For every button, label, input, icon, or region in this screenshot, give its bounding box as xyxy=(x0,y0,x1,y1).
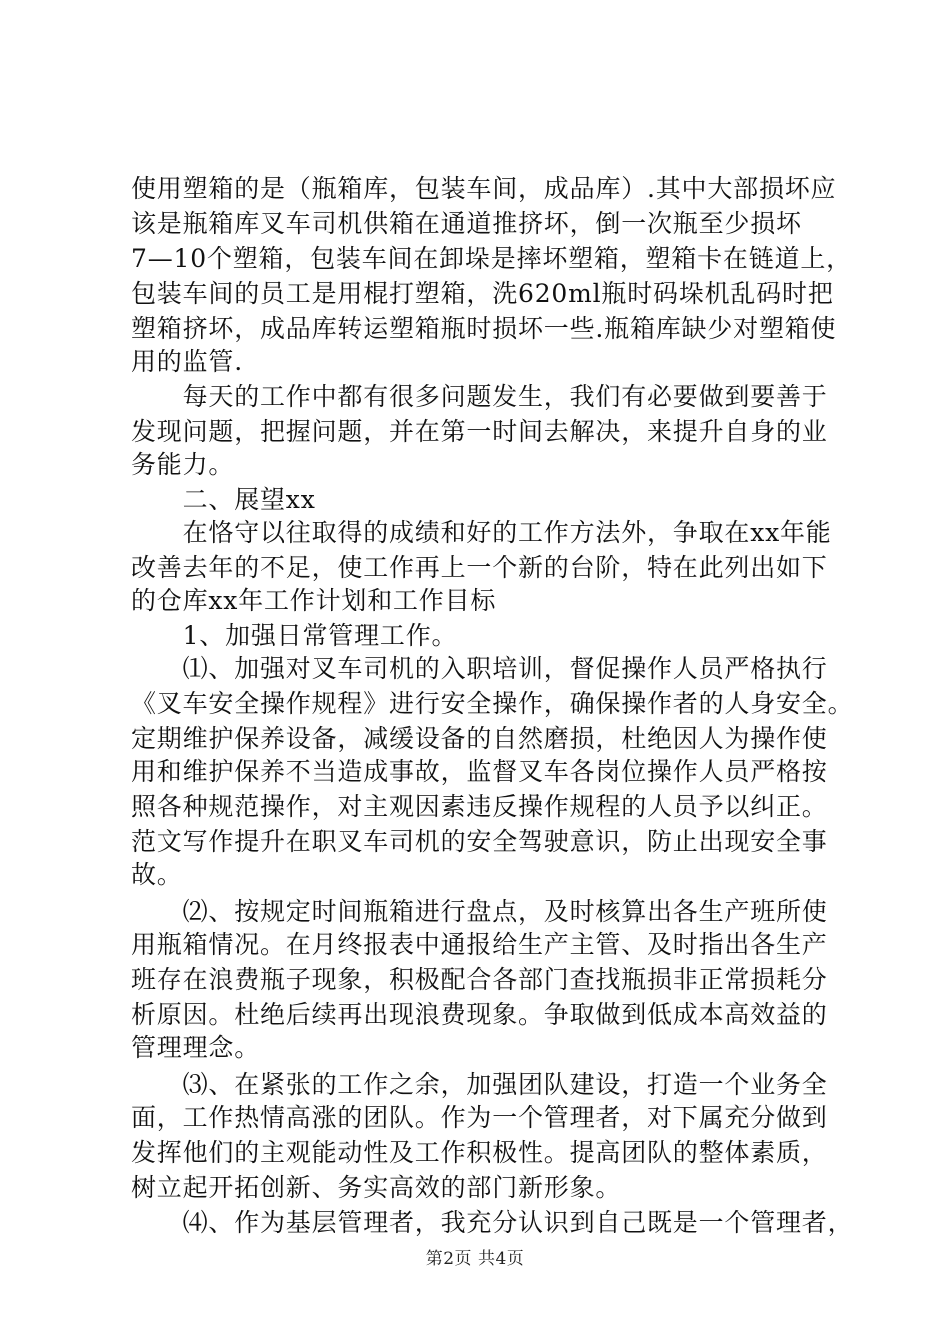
text-line: 用和维护保养不当造成事故，监督叉车各岗位操作人员严格按 xyxy=(131,757,828,786)
text-line: ⑷、作为基层管理者，我充分认识到自己既是一个管理者， xyxy=(131,1208,854,1237)
text-line: 析原因。杜绝后续再出现浪费现象。争取做到低成本高效益的 xyxy=(131,1000,828,1029)
text-line: 的仓库xx年工作计划和工作目标 xyxy=(131,586,497,615)
text-line: 发现问题，把握问题，并在第一时间去解决，来提升自身的业 xyxy=(131,417,828,446)
text-line: 管理理念。 xyxy=(131,1033,261,1062)
text-line: 包装车间的员工是用棍打塑箱，洗620ml瓶时码垛机乱码时把 xyxy=(131,279,834,308)
text-line: 每天的工作中都有很多问题发生，我们有必要做到要善于 xyxy=(131,382,828,411)
text-line: 发挥他们的主观能动性及工作积极性。提高团队的整体素质， xyxy=(131,1138,828,1167)
text-line: 塑箱挤坏，成品库转运塑箱瓶时损坏一些.瓶箱库缺少对塑箱使 xyxy=(131,314,837,343)
text-line: ⑶、在紧张的工作之余，加强团队建设，打造一个业务全 xyxy=(131,1070,828,1099)
text-line: 在恪守以往取得的成绩和好的工作方法外，争取在xx年能 xyxy=(131,518,832,547)
text-line: 故。 xyxy=(131,860,183,889)
text-line: 用瓶箱情况。在月终报表中通报给生产主管、及时指出各生产 xyxy=(131,930,828,959)
text-line: 使用塑箱的是（瓶箱库，包装车间，成品库）.其中大部损坏应 xyxy=(131,174,837,203)
section-heading: 二、展望xx xyxy=(131,485,316,514)
text-line: 用的监管. xyxy=(131,347,243,376)
list-heading: 1、加强日常管理工作。 xyxy=(131,621,458,650)
text-line: 照各种规范操作，对主观因素违反操作规程的人员予以纠正。 xyxy=(131,792,828,821)
text-line: 定期维护保养设备，减缓设备的自然磨损，杜绝因人为操作使 xyxy=(131,724,828,753)
text-line: 面，工作热情高涨的团队。作为一个管理者，对下属充分做到 xyxy=(131,1103,828,1132)
text-line: ⑴、加强对叉车司机的入职培训，督促操作人员严格执行 xyxy=(131,654,828,683)
text-line: 树立起开拓创新、务实高效的部门新形象。 xyxy=(131,1173,622,1202)
text-line: 《叉车安全操作规程》进行安全操作，确保操作者的人身安全。 xyxy=(131,689,854,718)
text-line: 班存在浪费瓶子现象，积极配合各部门查找瓶损非正常损耗分 xyxy=(131,965,828,994)
text-line: ⑵、按规定时间瓶箱进行盘点，及时核算出各生产班所使 xyxy=(131,897,828,926)
text-line: 改善去年的不足，使工作再上一个新的台阶，特在此列出如下 xyxy=(131,553,828,582)
text-line: 范文写作提升在职叉车司机的安全驾驶意识，防止出现安全事 xyxy=(131,827,828,856)
page-number: 第2页 共4页 xyxy=(425,1249,525,1269)
text-line: 该是瓶箱库叉车司机供箱在通道推挤坏，倒一次瓶至少损坏 xyxy=(131,209,802,238)
text-line: 务能力。 xyxy=(131,450,235,479)
text-line: 7—10个塑箱，包装车间在卸垛是摔坏塑箱，塑箱卡在链道上， xyxy=(131,244,852,273)
